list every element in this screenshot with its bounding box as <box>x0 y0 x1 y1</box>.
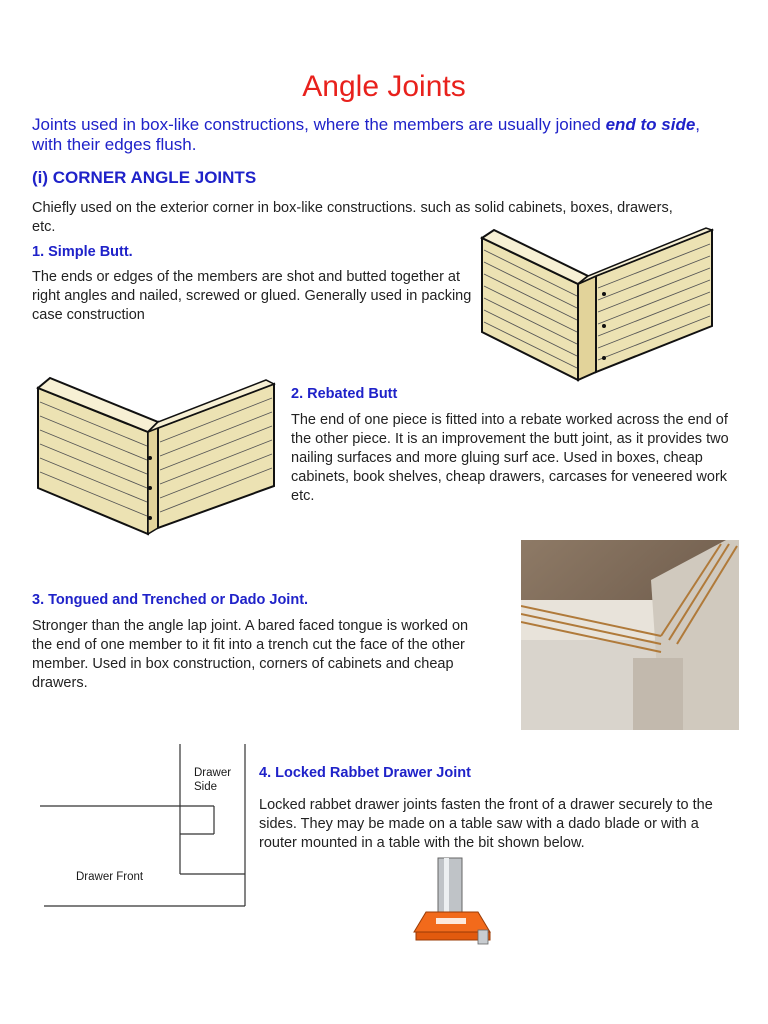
joint-3-heading: 3. Tongued and Trenched or Dado Joint. <box>32 592 309 608</box>
joint-4-heading: 4. Locked Rabbet Drawer Joint <box>259 765 471 781</box>
page-title: Angle Joints <box>302 70 466 103</box>
section-description: Chiefly used on the exterior corner in box-like constructions. such as solid cabinets, boxes, drawers, etc. <box>32 200 673 235</box>
intro-emphasis: end to side <box>605 115 696 134</box>
intro-text <box>32 115 732 155</box>
rebated-butt-illustration <box>30 368 280 538</box>
dado-joint-photo <box>521 540 739 730</box>
joint-2-heading: 2. Rebated Butt <box>291 386 398 402</box>
joint-1-heading: 1. Simple Butt. <box>32 244 133 260</box>
joint-3-body: Stronger than the angle lap joint. A bared faced tongue is worked on the end of one member to it fit into a trench cut the face of the other member. Used in box construction, corners of cabinets and cheap drawers. <box>32 618 469 691</box>
intro-text-end: , with their edges flush. <box>32 115 701 154</box>
simple-butt-illustration <box>474 222 724 384</box>
joint-1-body: The ends or edges of the members are shot and butted together at right angles and nailed, screwed or glued. Generally used in packing case construction <box>32 269 472 323</box>
intro-text-start: Joints used in box-like constructions, where the members are usually joined <box>32 115 606 134</box>
joint-2-body: The end of one piece is fitted into a rebate worked across the end of the other piece. It is an improvement the butt joint, as it provides two nailing surfaces and more gluing surf ace. Used in boxes, cheap cabinets, book shelves, cheap drawers, carcases for veneered work etc. <box>291 412 729 504</box>
joint-4-body: Locked rabbet drawer joints fasten the front of a drawer securely to the sides. They may be made on a table saw with a dado blade or with a router mounted in a table with the bit shown below. <box>259 797 713 851</box>
drawer-side-label: Drawer Side <box>194 767 232 793</box>
drawer-front-label: Drawer Front <box>76 871 144 883</box>
section-heading: (i) CORNER ANGLE JOINTS <box>32 168 257 187</box>
router-bit-icon <box>408 852 498 947</box>
